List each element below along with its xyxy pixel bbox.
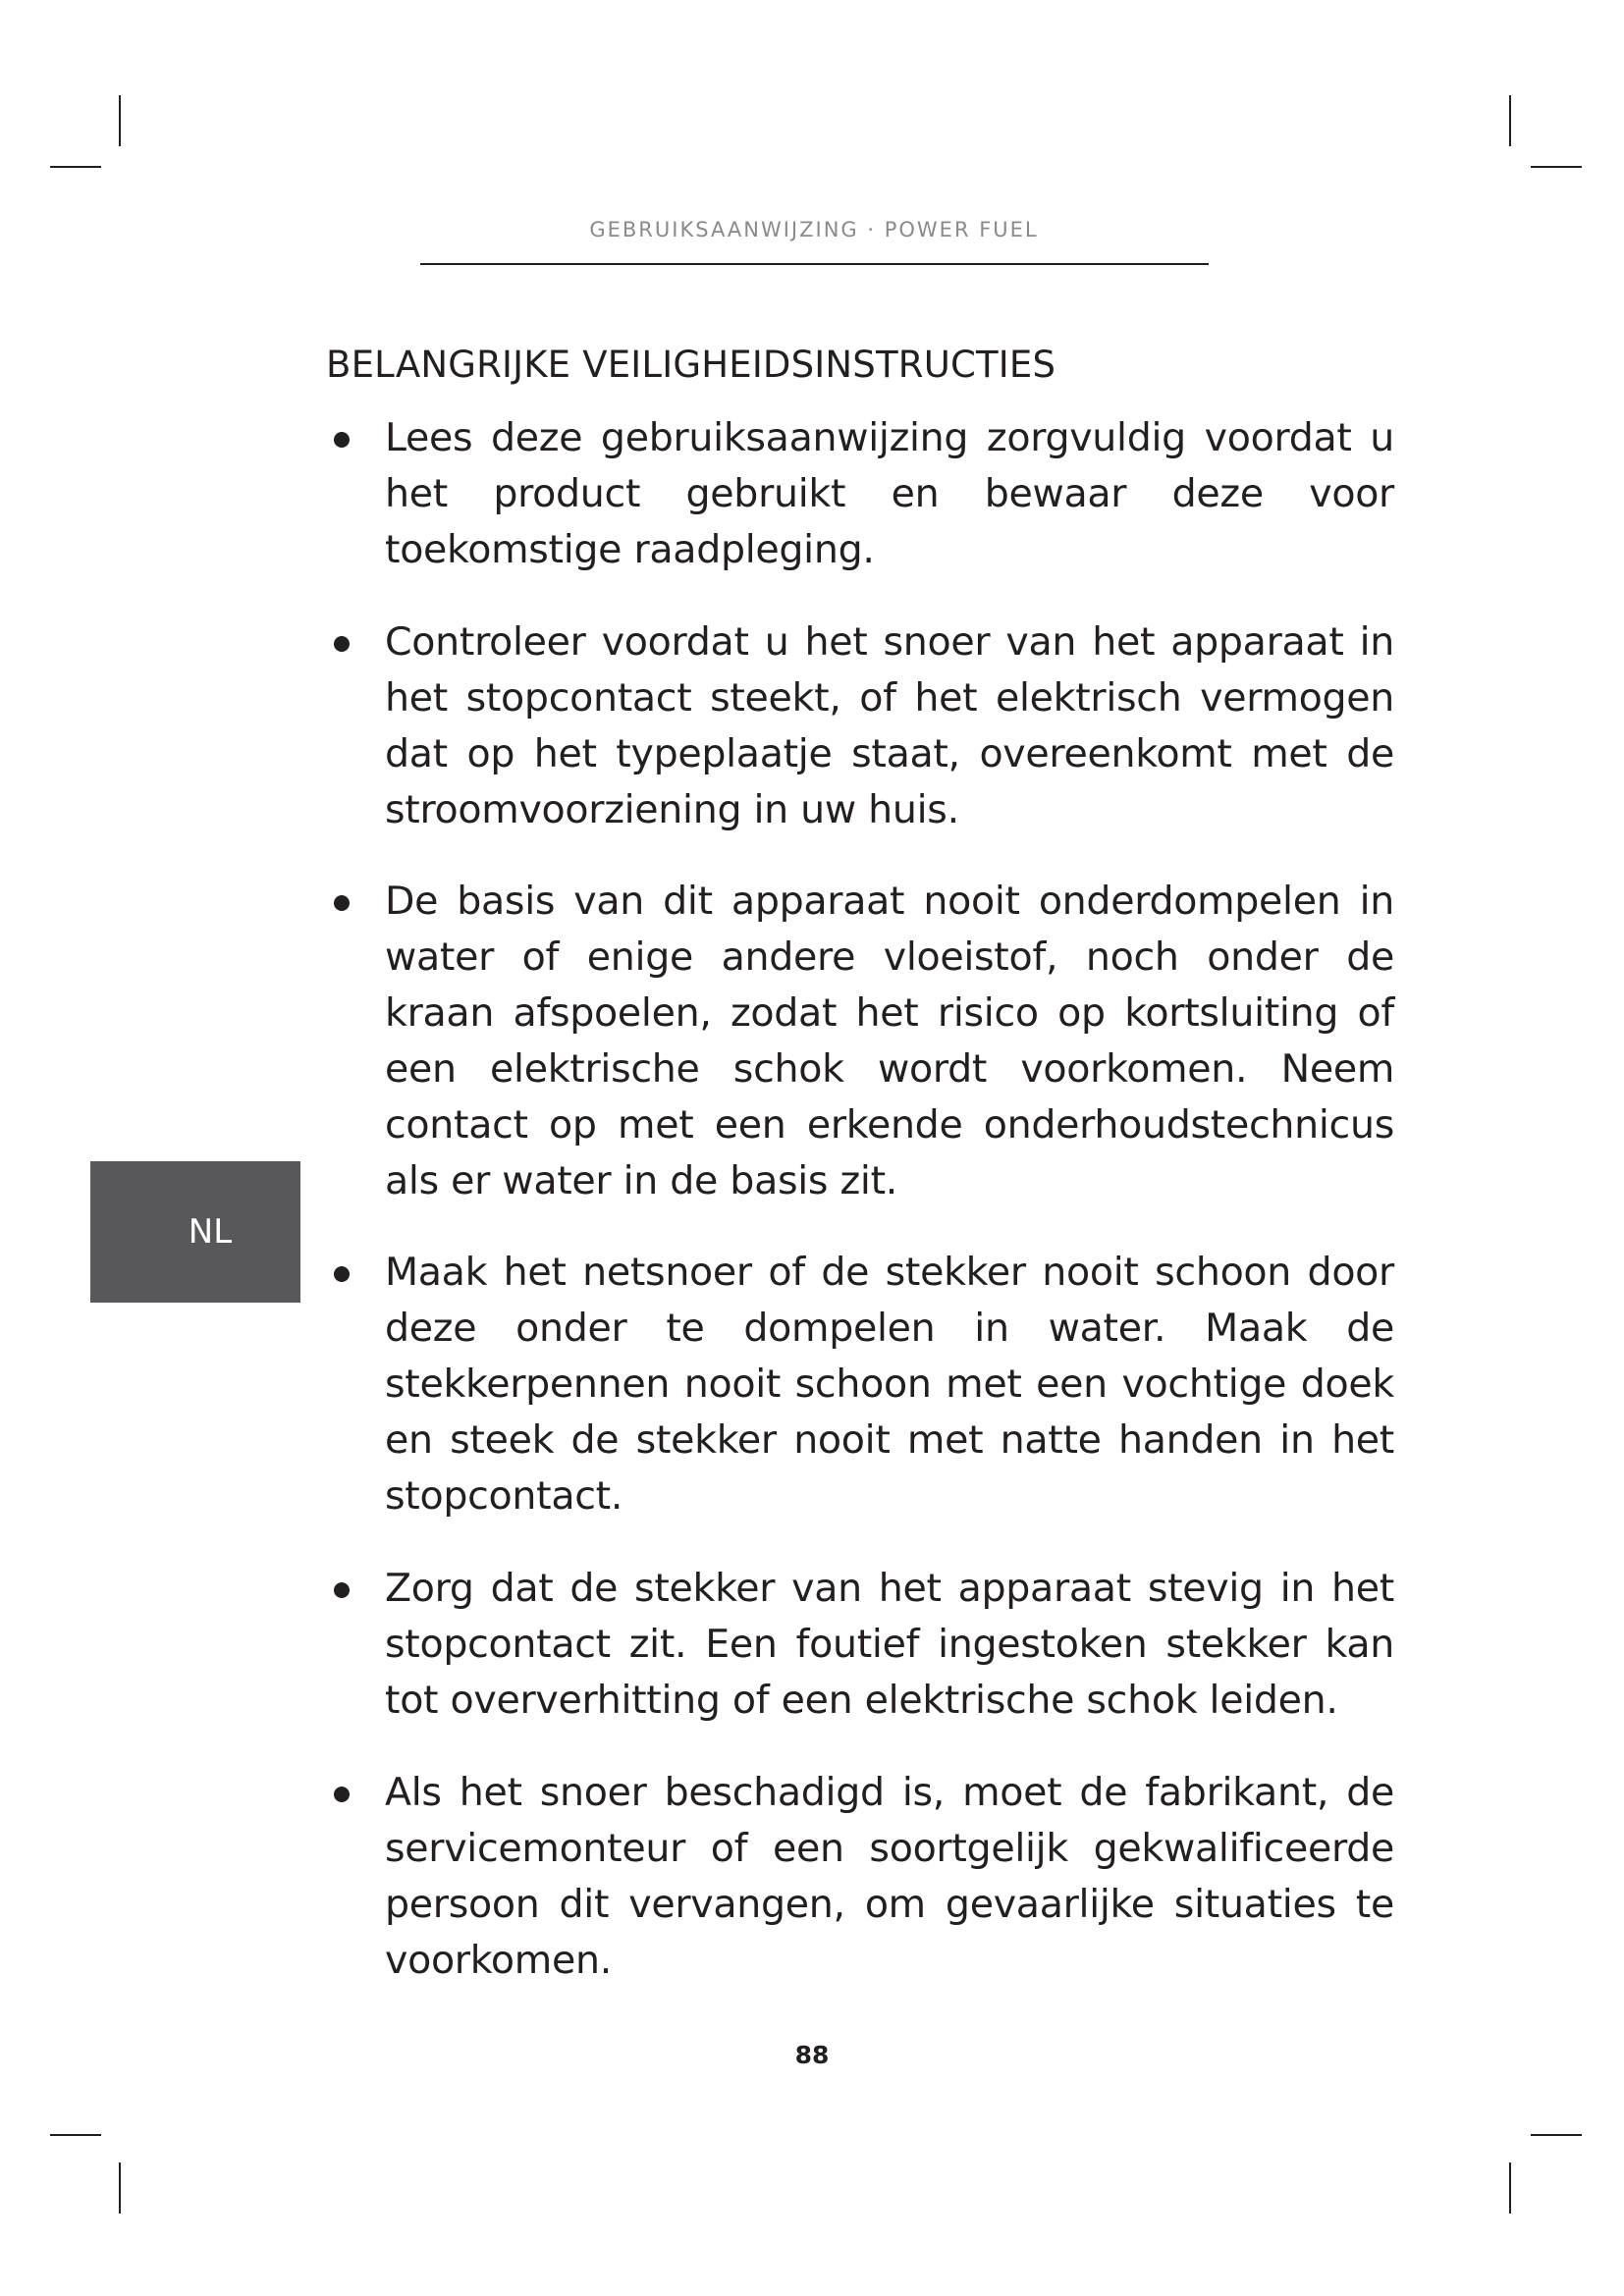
crop-mark-top-right-horizontal	[1531, 166, 1582, 168]
bullet-icon	[334, 636, 350, 652]
list-item	[324, 614, 1394, 838]
bullet-icon	[334, 1582, 350, 1598]
header-rule	[420, 263, 1209, 265]
running-header: GEBRUIKSAANWIJZING · POWER FUEL	[589, 218, 1039, 241]
crop-mark-bottom-right-vertical	[1509, 2163, 1511, 2214]
crop-mark-bottom-right-horizontal	[1531, 2134, 1582, 2136]
safety-instructions-list	[324, 410, 1404, 1989]
crop-mark-top-left-horizontal	[50, 166, 101, 168]
section-title: BELANGRIJKE VEILIGHEIDSINSTRUCTIES	[326, 344, 1056, 386]
list-item-text: Controleer voordat u het snoer van het apparaat in het stopcontact steekt, of het elektrisch vermogen dat op het typeplaatje staat, overeenkomt met de stroomvoorziening in uw huis.	[385, 619, 1394, 832]
crop-mark-bottom-left-vertical	[119, 2163, 121, 2214]
list-item	[324, 1561, 1394, 1729]
list-item-text: De basis van dit apparaat nooit onderdompelen in water of enige andere vloeistof, noch onder de kraan afspoelen, zodat het risico op kortsluiting of een elektrische schok wordt voorkomen. Neem contact op met een erkende onderhoudstechnicus als er water in de basis zit.	[385, 879, 1394, 1203]
language-tab	[90, 1161, 300, 1303]
bullet-icon	[334, 432, 350, 448]
bullet-icon	[334, 1787, 350, 1802]
list-item-text: Lees deze gebruiksaanwijzing zorgvuldig voordat u het product gebruikt en bewaar deze voor toekomstige raadpleging.	[385, 415, 1394, 572]
bullet-icon	[334, 895, 350, 911]
page-number: 88	[794, 2041, 830, 2069]
bullet-icon	[334, 1266, 350, 1282]
crop-mark-top-right-vertical	[1509, 95, 1511, 146]
crop-mark-top-left-vertical	[119, 95, 121, 146]
list-item	[324, 1245, 1394, 1524]
list-item	[324, 1765, 1394, 1989]
list-item-text: Maak het netsnoer of de stekker nooit schoon door deze onder te dompelen in water. Maak de stekkerpennen nooit schoon met een vochtige doek en steek de stekker nooit met natte handen in het stopcontact.	[385, 1250, 1394, 1519]
list-item	[324, 874, 1394, 1209]
list-item-text: Als het snoer beschadigd is, moet de fabrikant, de servicemonteur of een soortgelijk gekwalificeerde persoon dit vervangen, om gevaarlijke situaties te voorkomen.	[385, 1770, 1394, 1983]
crop-mark-bottom-left-horizontal	[50, 2134, 101, 2136]
list-item	[324, 410, 1394, 578]
list-item-text: Zorg dat de stekker van het apparaat stevig in het stopcontact zit. Een foutief ingestoken stekker kan tot oververhitting of een elektrische schok leiden.	[385, 1566, 1394, 1723]
language-tab-label: NL	[188, 1212, 233, 1252]
